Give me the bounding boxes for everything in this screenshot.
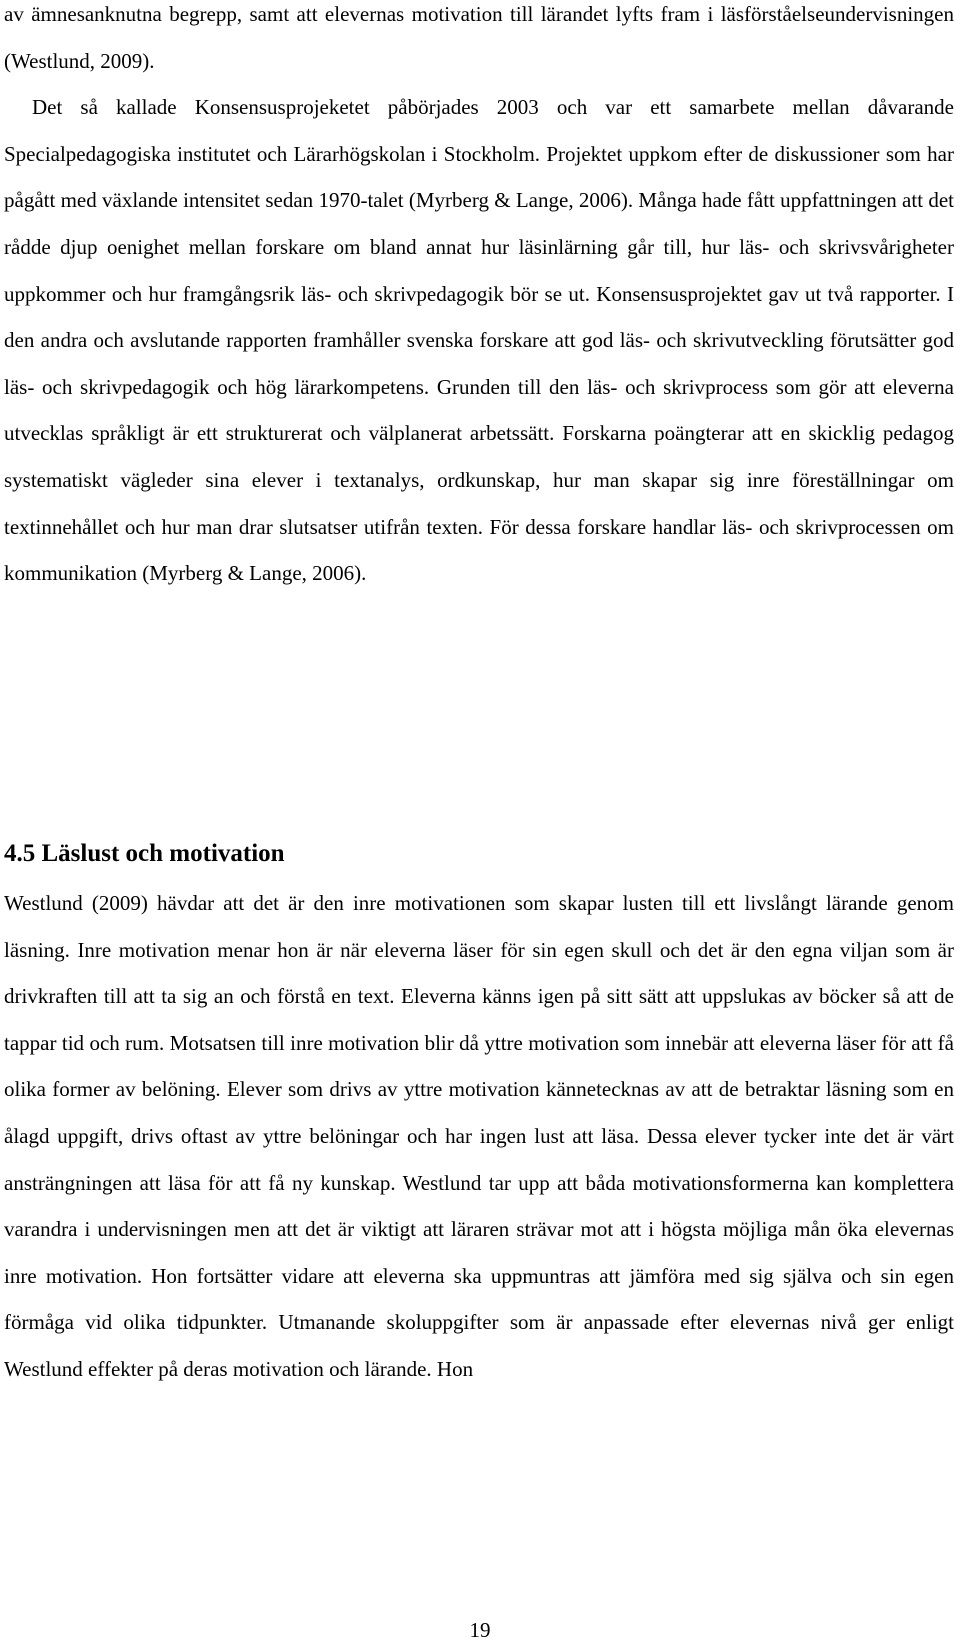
body-paragraph-motivation: Westlund (2009) hävdar att det är den inre motivationen som skapar lusten till ett livslångt lärande genom läsning. Inre motivation menar hon är när eleverna läser för sin egen skull och det är den egna viljan som är drivkraften till att ta sig an och förstå en text. Eleverna känns igen på sitt sätt att uppslukas av böcker så att de tappar tid och rum. Motsatsen till inre motivation blir då yttre motivation som innebär att eleverna läser för att få olika former av belöning. Elever som drivs av yttre motivation kännetecknas av att de betraktar läsning som en ålagd uppgift, drivs oftast av yttre belöningar och har ingen lust att läsa. Dessa elever tycker inte det är värt ansträngningen att läsa för att få ny kunskap. Westlund tar upp att båda motivationsformerna kan komplettera varandra i undervisningen men att det är viktigt att läraren strävar mot att i högsta möjliga mån öka elevernas inre motivation. Hon fortsätter vidare att eleverna ska uppmuntras att jämföra med sig själva och sin egen förmåga vid olika tidpunkter. Utmanande skoluppgifter som är anpassade efter elevernas nivå ger enligt Westlund effekter på deras motivation och lärande. Hon: [4, 891, 954, 1381]
page-number: 19: [469, 1618, 491, 1642]
body-paragraph-continued: av ämnesanknutna begrepp, samt att elevernas motivation till lärandet lyfts fram i läsförståelseundervisningen (Westlund, 2009).: [4, 2, 954, 73]
section-lasslust: [4, 880, 954, 1393]
document-page: [4, 0, 954, 1381]
body-paragraph-konsensus: Det så kallade Konsensusprojeketet påbörjades 2003 och var ett samarbete mellan dåvarande Specialpedagogiska institutet och Lärarhögskolan i Stockholm. Projektet uppkom efter de diskussioner som har pågått med växlande intensitet sedan 1970-talet (Myrberg & Lange, 2006). Många hade fått uppfattningen att det rådde djup oenighet mellan forskare om bland annat hur läsinlärning går till, hur läs- och skrivsvårigheter uppkommer och hur framgångsrik läs- och skrivpedagogik bör se ut. Konsensusprojektet gav ut två rapporter. I den andra och avslutande rapporten framhåller svenska forskare att god läs- och skrivutveckling förutsätter god läs- och skrivpedagogik och hög lärarkompetens. Grunden till den läs- och skrivprocess som gör att eleverna utvecklas språkligt är ett strukturerat och välplanerat arbetssätt. Forskarna poängterar att en skicklig pedagog systematiskt vägleder sina elever i textanalys, ordkunskap, hur man skapar sig inre föreställningar om textinnehållet och hur man drar slutsatser utifrån texten. För dessa forskare handlar läs- och skrivprocessen om kommunikation (Myrberg & Lange, 2006).: [4, 95, 954, 586]
section-heading: 4.5 Läslust och motivation: [4, 840, 285, 867]
